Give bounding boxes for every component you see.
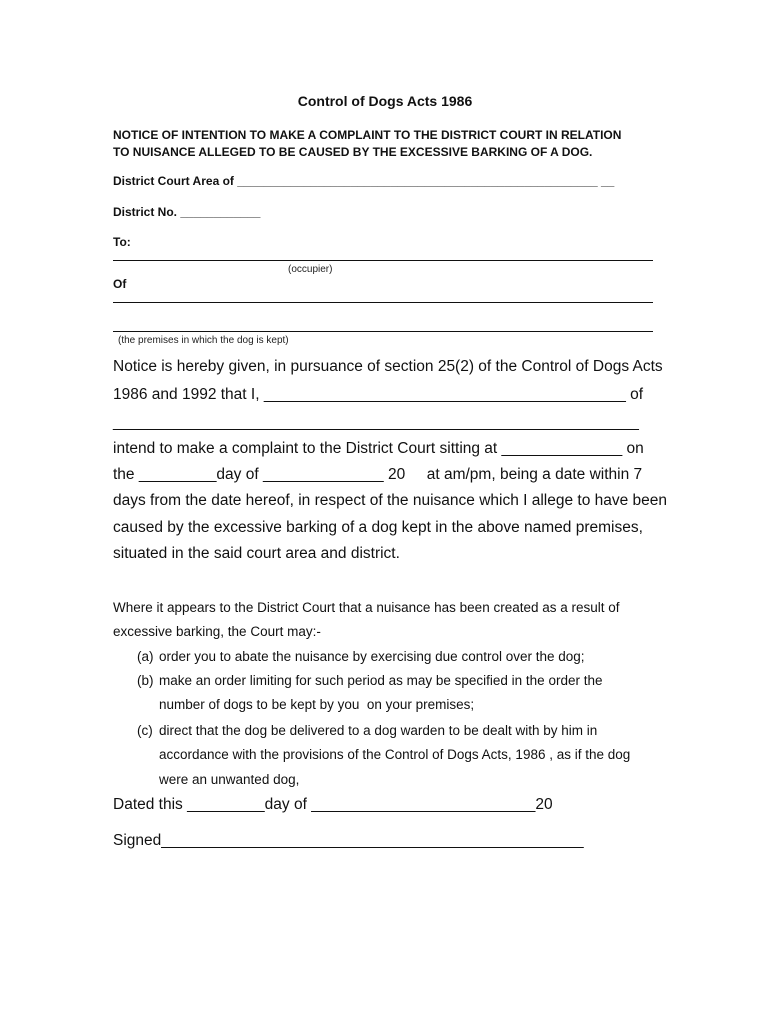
notice-heading-line-1: NOTICE OF INTENTION TO MAKE A COMPLAINT TO THE DISTRICT COURT IN RELATION	[113, 128, 622, 142]
list-marker-a: (a)	[137, 649, 154, 664]
notice-text-line-1: Notice is hereby given, in pursuance of section 25(2) of the Control of Dogs Acts	[113, 358, 663, 375]
notice-text-line-4: intend to make a complaint to the District Court sitting at ______________ on	[113, 440, 644, 457]
list-item-b-line-2: number of dogs to be kept by you on your premises;	[159, 697, 475, 712]
list-item-c-line-3: were an unwanted dog,	[159, 772, 300, 787]
signed-field: Signed_________________________________________________	[113, 832, 584, 849]
of-label: Of	[113, 277, 127, 291]
premises-note: (the premises in which the dog is kept)	[118, 335, 289, 346]
notice-text-line-6: days from the date hereof, in respect of the nuisance which I allege to have been	[113, 492, 668, 509]
notice-text-line-8: situated in the said court area and district.	[113, 545, 400, 562]
list-marker-c: (c)	[137, 723, 153, 738]
dated-field: Dated this _________day of __________________________20	[113, 796, 553, 813]
occupier-line	[113, 260, 653, 261]
occupier-note: (occupier)	[288, 264, 333, 275]
list-item-c-line-2: accordance with the provisions of the Control of Dogs Acts, 1986 , as if the dog	[159, 747, 631, 762]
notice-text-line-5: the _________day of ______________ 20 at am/pm, being a date within 7	[113, 466, 643, 483]
court-powers-intro-line-1: Where it appears to the District Court that a nuisance has been created as a result of	[113, 600, 620, 615]
court-powers-intro-line-2: excessive barking, the Court may:-	[113, 624, 321, 639]
document-title: Control of Dogs Acts 1986	[297, 93, 473, 109]
premises-line-1	[113, 302, 653, 303]
notice-text-line-2: 1986 and 1992 that I, __________________________________________ of	[113, 386, 644, 403]
to-label: To:	[113, 235, 131, 249]
list-item-c-line-1: direct that the dog be delivered to a dog warden to be dealt with by him in	[159, 723, 598, 738]
notice-text-line-7: caused by the excessive barking of a dog kept in the above named premises,	[113, 519, 643, 536]
list-item-b-line-1: make an order limiting for such period as may be specified in the order the	[159, 673, 603, 688]
list-item-a-line-1: order you to abate the nuisance by exercising due control over the dog;	[159, 649, 585, 664]
notice-text-line-3: _____________________________________________________________	[113, 414, 639, 431]
district-court-area-field: District Court Area of ______________________________________________________ __	[113, 174, 615, 188]
list-marker-b: (b)	[137, 673, 154, 688]
premises-line-2	[113, 331, 653, 332]
district-no-field: District No. ____________	[113, 205, 261, 219]
notice-heading-line-2: TO NUISANCE ALLEGED TO BE CAUSED BY THE EXCESSIVE BARKING OF A DOG.	[113, 145, 593, 159]
